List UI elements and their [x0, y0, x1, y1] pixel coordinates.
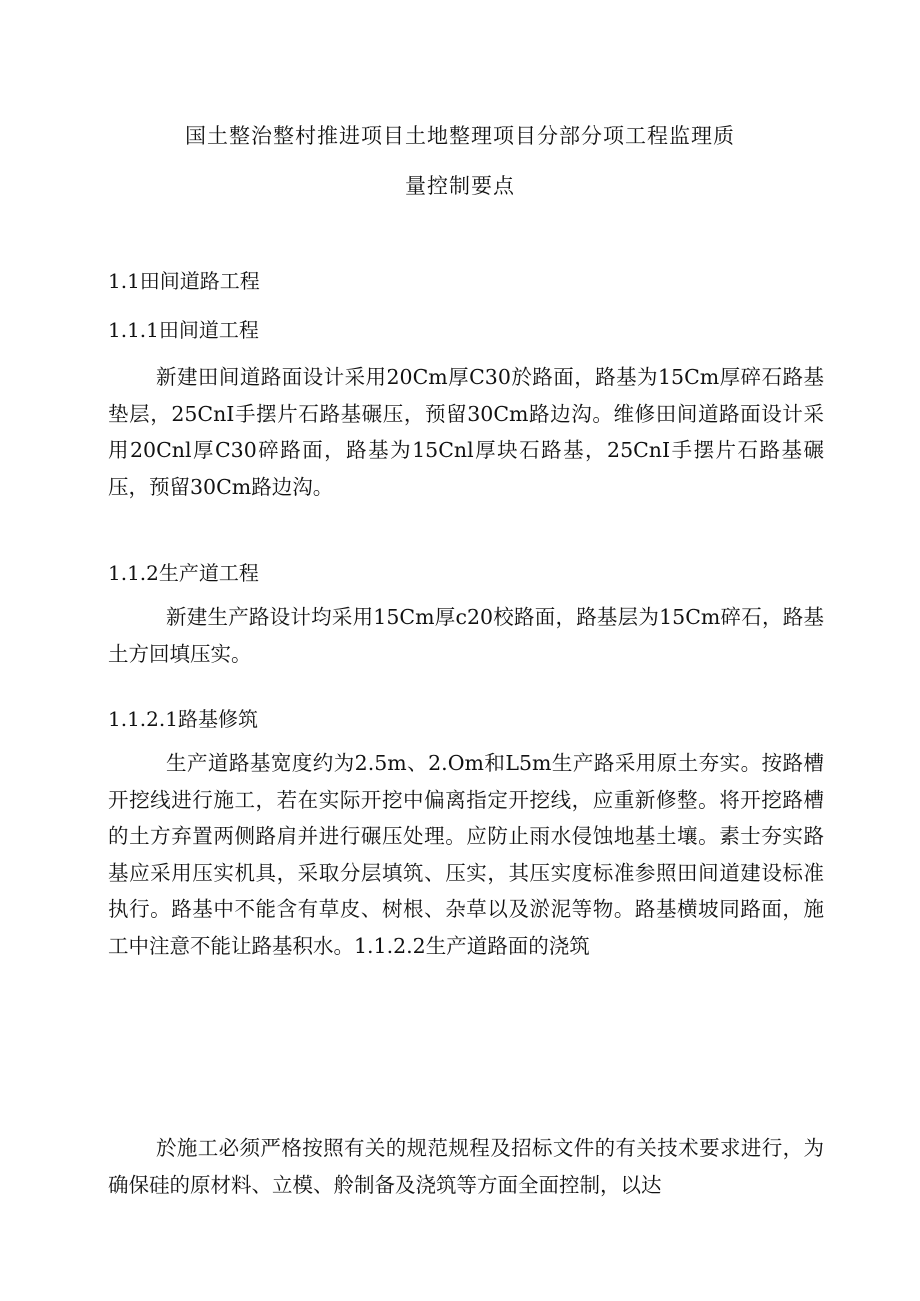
section-heading-1-1-2: 1.1.2生产道工程 [108, 561, 259, 585]
section-heading-1-1-1: 1.1.1田间道工程 [108, 318, 259, 342]
paragraph-pavement-pouring: 於施工必须严格按照有关的规范规程及招标文件的有关技术要求进行，为确保硅的原材料、立模、舲制备及浇筑等方面全面控制，以达 [108, 1136, 824, 1197]
section-heading-1-1-2-1: 1.1.2.1路基修筑 [108, 707, 258, 731]
document-title-line-1: 国土整治整村推进项目土地整理项目分部分项工程监理质 [185, 124, 735, 148]
paragraph-field-road: 新建田间道路面设计采用20Cm厚C30於路面，路基为15Cm厚碎石路基垫层，25CnI手摆片石路基碾压，预留30Cm路边沟。维修田间道路面设计采用20Cnl厚C30碎路面，路基为15Cnl厚块石路基，25CnI手摆片石路基碾压，预留30Cm路边沟。 [108, 365, 824, 499]
document-title-line-2: 量控制要点 [405, 174, 515, 198]
paragraph-roadbed-construction: 生产道路基宽度约为2.5m、2.Om和L5m生产路采用原土夯实。按路槽开挖线进行施工，若在实际开挖中偏离指定开挖线，应重新修整。将开挖路槽的土方弃置两侧路肩并进行碾压处理。应防止雨水侵蚀地基土壤。素士夯实路基应采用压实机具，采取分层填筑、压实，其压实度标准参照田间道建设标准执行。路基中不能含有草皮、树根、杂草以及淤泥等物。路基横坡同路面，施工中注意不能让路基积水。1.1.2.2生产道路面的浇筑 [108, 751, 824, 958]
paragraph-production-road: 新建生产路设计均采用15Cm厚c20校路面，路基层为15Cm碎石，路基土方回填压实。 [108, 605, 824, 666]
section-heading-1-1: 1.1田间道路工程 [108, 269, 260, 293]
